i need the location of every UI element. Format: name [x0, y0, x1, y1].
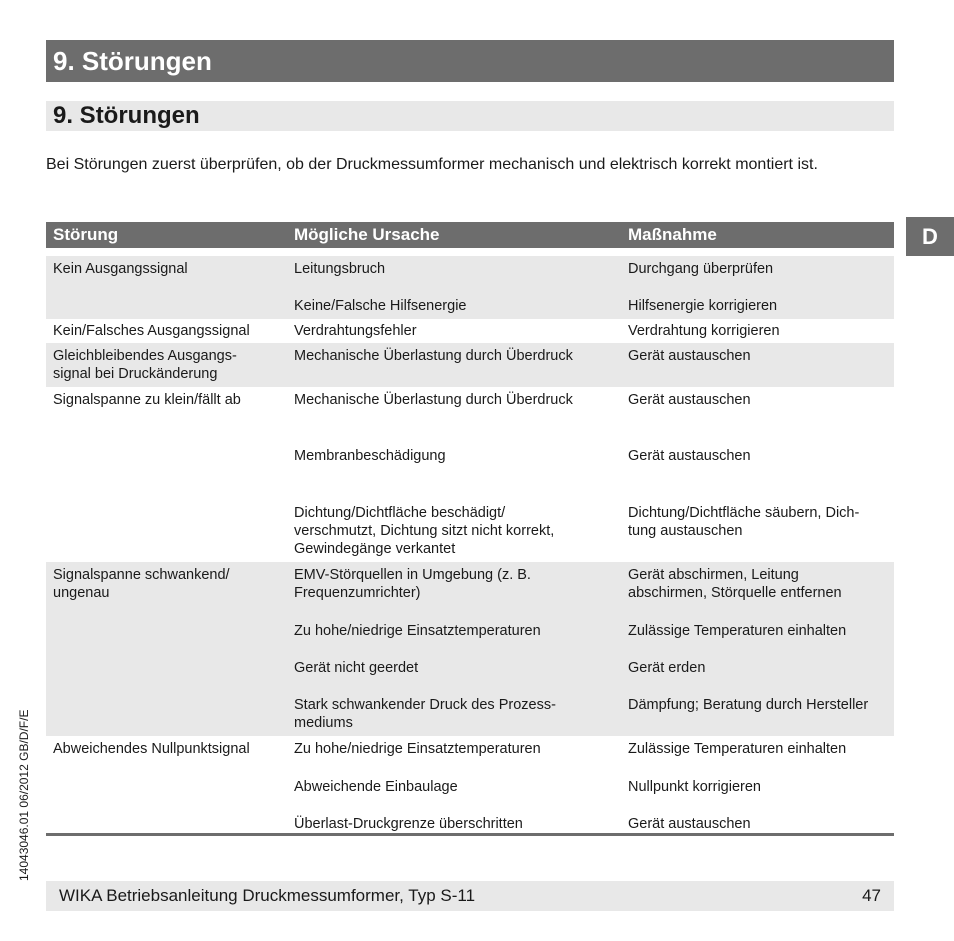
cell-massnahme: Zulässige Temperaturen einhalten [628, 623, 847, 639]
header-ursache: Mögliche Ursache [294, 225, 440, 244]
cell-storung: Kein/Falsches Ausgangssignal [53, 323, 250, 339]
cell-massnahme: Gerät austauschen [628, 348, 751, 364]
cell-ursache: Leitungsbruch [294, 261, 386, 277]
cell-massnahme: Dämpfung; Beratung durch Hersteller [628, 697, 869, 713]
language-tab: D [906, 217, 954, 256]
section-heading: 9. Störungen [46, 101, 894, 131]
cell-ursache: Abweichende Einbaulage [294, 779, 458, 795]
cell-massnahme: Durchgang überprüfen [628, 261, 774, 277]
cell-storung: Signalspanne schwankend/ ungenau [53, 567, 230, 601]
cell-massnahme: Nullpunkt korrigieren [628, 779, 761, 795]
cell-ursache: EMV-Störquellen in Umgebung (z. B. Frequenzumrichter) [294, 567, 531, 601]
header-massnahme: Maßnahme [628, 225, 717, 244]
cell-storung: Gleichbleibendes Ausgangs- signal bei Druckänderung [53, 348, 237, 382]
cell-massnahme: Dichtung/Dichtfläche säubern, Dich- tung austauschen [628, 505, 860, 539]
table-header [46, 222, 894, 248]
cell-ursache: Mechanische Überlastung durch Überdruck [294, 392, 573, 408]
cell-ursache: Verdrahtungsfehler [294, 323, 417, 339]
table-bottom-rule [46, 833, 894, 836]
cell-ursache: Stark schwankender Druck des Prozess- mediums [294, 697, 556, 731]
section-banner: 9. Störungen [46, 40, 894, 82]
cell-ursache: Keine/Falsche Hilfsenergie [294, 298, 467, 314]
document-code: 14043046.01 06/2012 GB/D/F/E [17, 709, 31, 881]
cell-massnahme: Hilfsenergie korrigieren [628, 298, 778, 314]
footer [46, 881, 894, 911]
cell-ursache: Zu hohe/niedrige Einsatztemperaturen [294, 741, 541, 757]
intro-text: Bei Störungen zuerst überprüfen, ob der Druckmessumformer mechanisch und elektrisch korrekt montiert ist. [46, 156, 818, 173]
cell-massnahme: Gerät austauschen [628, 816, 751, 832]
cell-ursache: Dichtung/Dichtfläche beschädigt/ verschmutzt, Dichtung sitzt nicht korrekt, Gewindegänge verkantet [294, 505, 555, 557]
cell-ursache: Zu hohe/niedrige Einsatztemperaturen [294, 623, 541, 639]
cell-ursache: Membranbeschädigung [294, 448, 446, 464]
cell-ursache: Mechanische Überlastung durch Überdruck [294, 348, 573, 364]
cell-massnahme: Gerät erden [628, 660, 706, 676]
header-storung: Störung [53, 225, 119, 244]
cell-storung: Signalspanne zu klein/fällt ab [53, 392, 241, 408]
cell-massnahme: Verdrahtung korrigieren [628, 323, 780, 339]
cell-massnahme: Gerät abschirmen, Leitung abschirmen, Störquelle entfernen [628, 567, 842, 601]
cell-massnahme: Gerät austauschen [628, 448, 751, 464]
cell-massnahme: Gerät austauschen [628, 392, 751, 408]
cell-storung: Abweichendes Nullpunktsignal [53, 741, 250, 757]
cell-ursache: Gerät nicht geerdet [294, 660, 419, 676]
cell-ursache: Überlast-Druckgrenze überschritten [294, 816, 523, 832]
page-number: 47 [862, 886, 881, 905]
footer-title: WIKA Betriebsanleitung Druckmessumformer, Typ S-11 [59, 886, 476, 905]
cell-storung: Kein Ausgangssignal [53, 261, 188, 277]
cell-massnahme: Zulässige Temperaturen einhalten [628, 741, 847, 757]
